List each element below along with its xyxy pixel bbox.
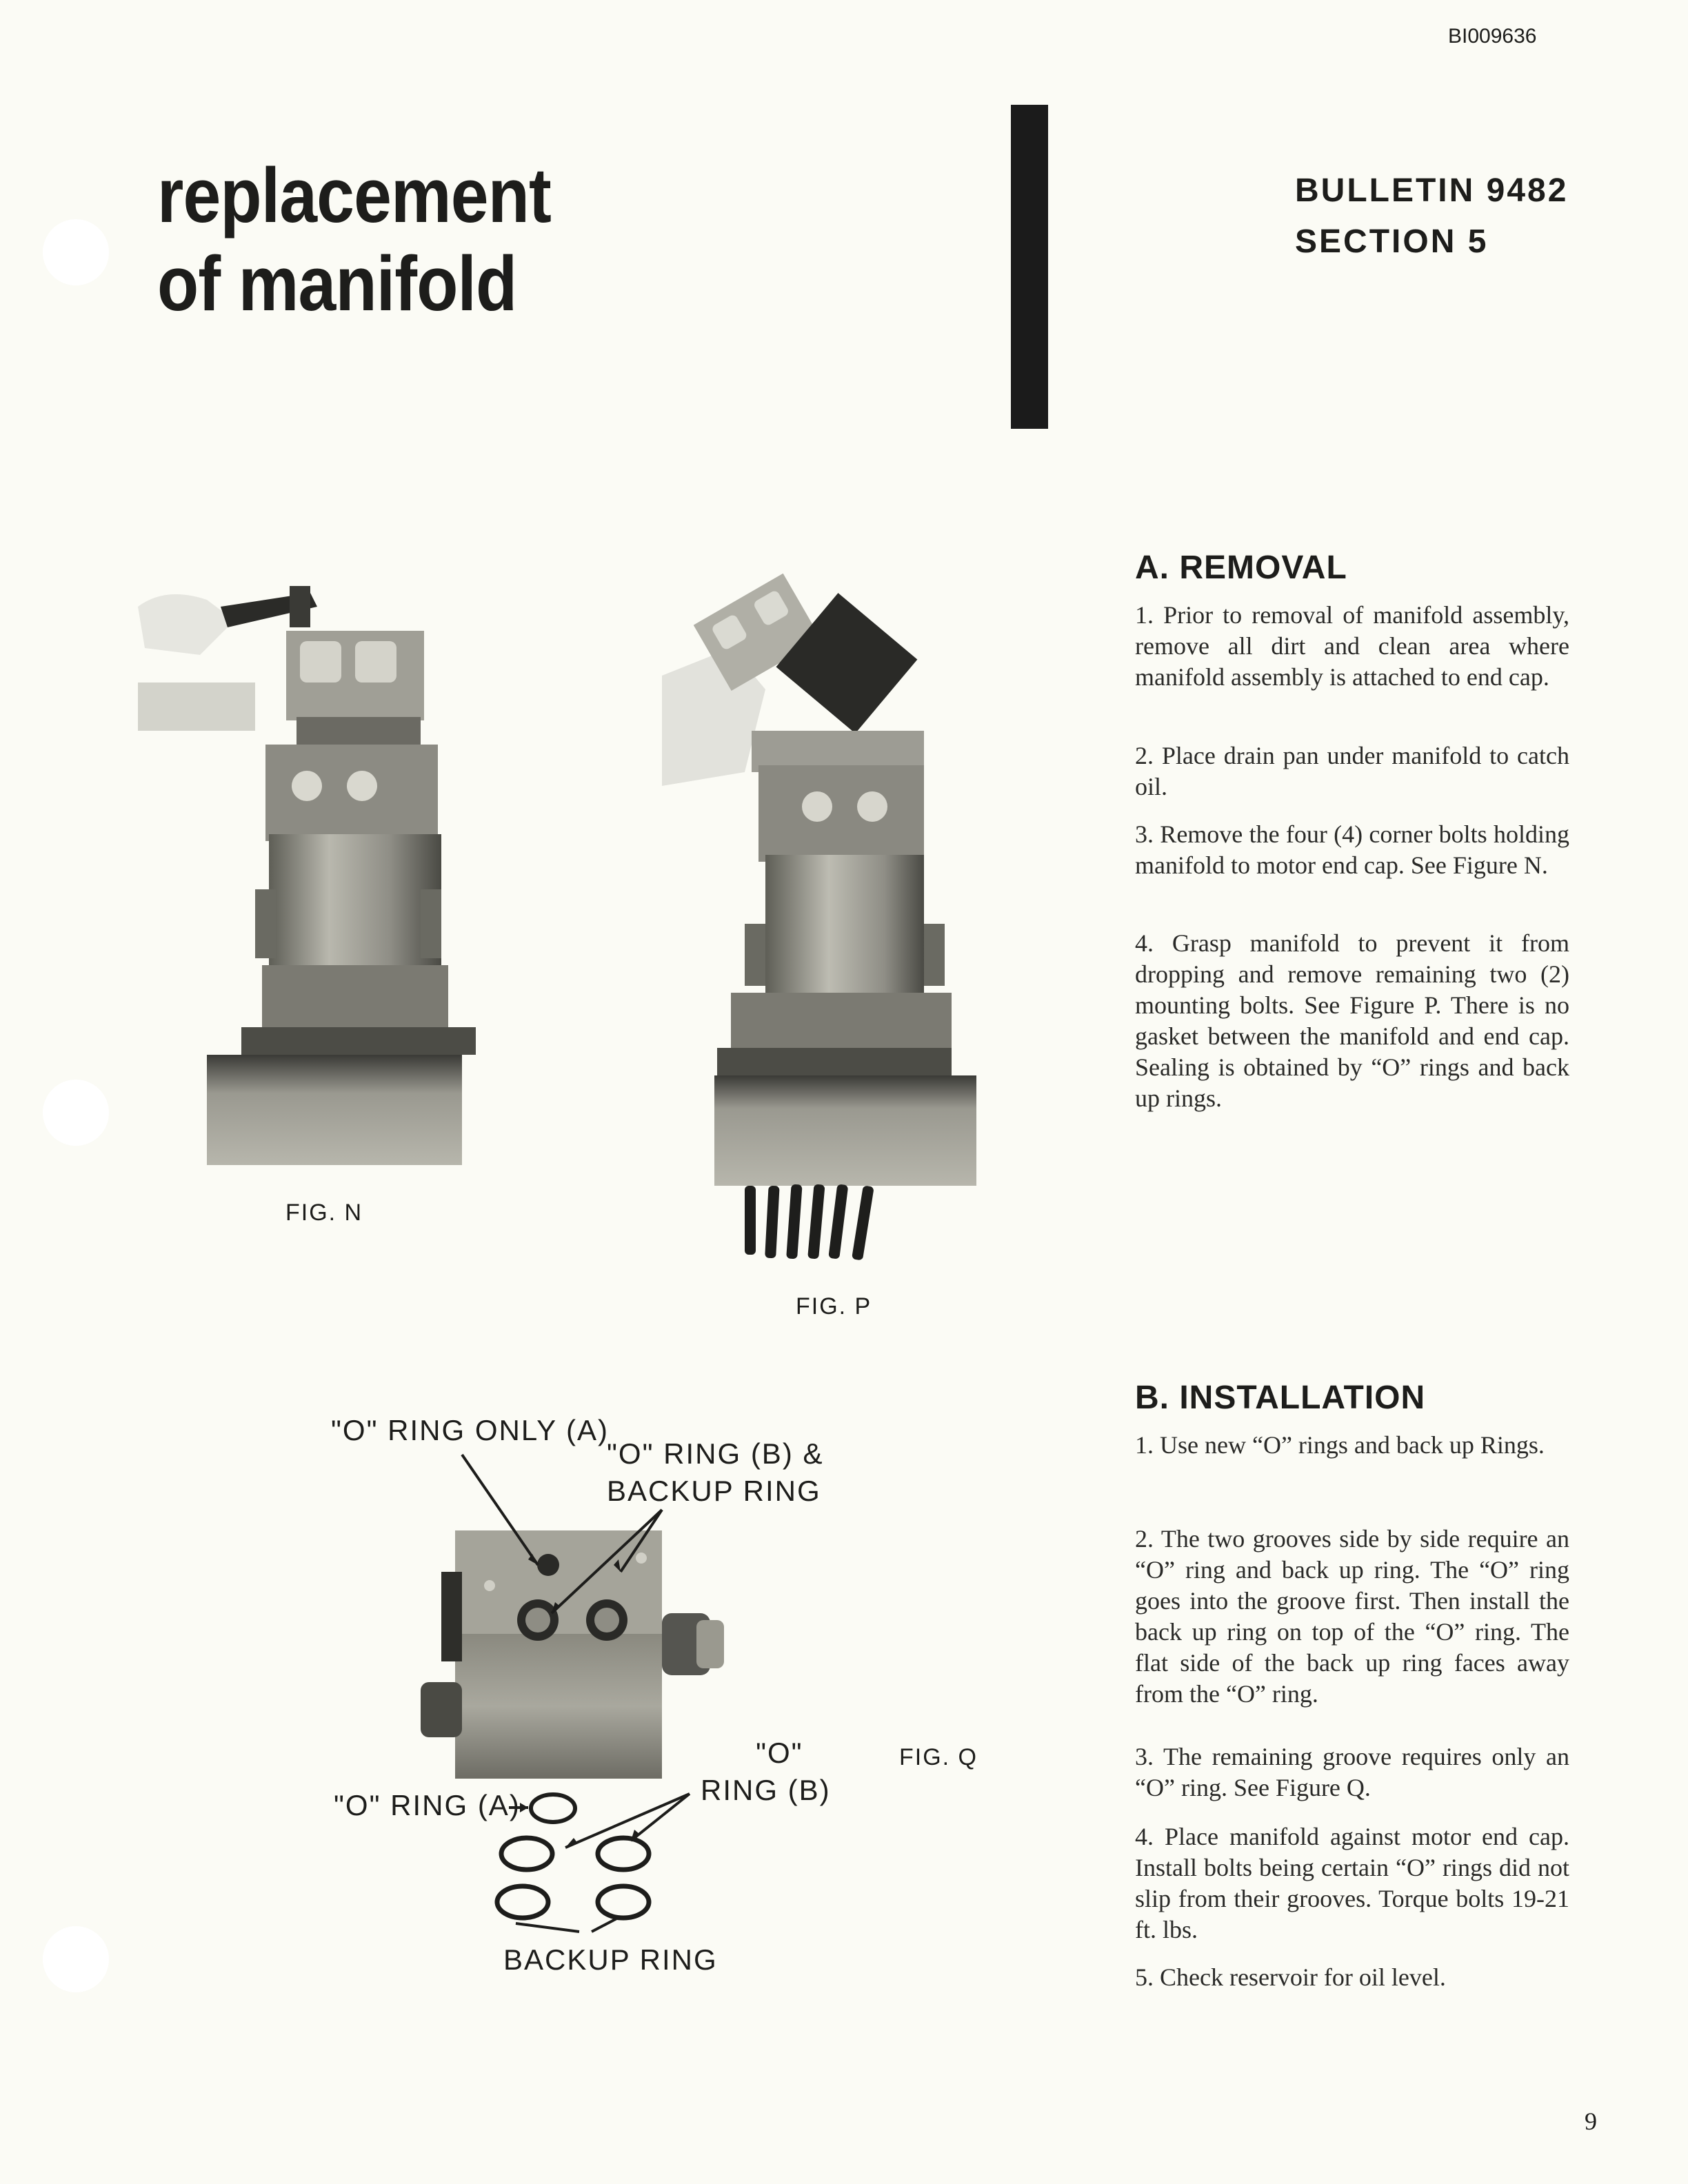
fig-p-caption: FIG. P <box>796 1293 872 1320</box>
bulletin-number: BULLETIN 9482 <box>1295 172 1569 209</box>
section-number: SECTION 5 <box>1295 223 1489 260</box>
callout-o-ring-b-backup <box>607 1435 824 1510</box>
installation-step-2: 2. The two grooves side by side require an “O” ring and back up ring. The “O” ring goes into the groove first. Then install the back up ring on top of the “O” ring. The flat side of the back up ring faces away from the “O” ring. <box>1135 1525 1569 1708</box>
installation-step-3: 3. The remaining groove requires only an “O” ring. See Figure Q. <box>1135 1743 1569 1801</box>
callout-line: "O" <box>756 1737 803 1769</box>
callout-o-ring-only: "O" RING ONLY (A) <box>331 1414 609 1446</box>
title-line-2: of manifold <box>157 241 517 327</box>
callout-line: "O" RING (B) & <box>607 1437 824 1470</box>
page-number: 9 <box>1585 2107 1597 2135</box>
callout-o-ring-b <box>701 1735 831 1809</box>
fig-q-caption: FIG. Q <box>899 1744 978 1770</box>
removal-heading: A. REMOVAL <box>1135 549 1347 586</box>
removal-step-4: 4. Grasp manifold to prevent it from dropping and remove remaining two (2) mounting bolts. See Figure P. There is no gasket between the manifold and end cap. Sealing is obtained by “O” rings and back up rings. <box>1135 929 1569 1112</box>
removal-step-3: 3. Remove the four (4) corner bolts holding manifold to motor end cap. See Figure N. <box>1135 820 1569 879</box>
callout-backup-ring: BACKUP RING <box>503 1943 718 1976</box>
installation-step-5: 5. Check reservoir for oil level. <box>1135 1963 1446 1991</box>
callout-o-ring-a: "O" RING (A) <box>334 1789 521 1821</box>
title-line-1: replacement <box>157 152 551 239</box>
callout-line: RING (B) <box>701 1774 831 1806</box>
removal-step-2: 2. Place drain pan under manifold to catch oil. <box>1135 742 1569 800</box>
fig-n-caption: FIG. N <box>285 1200 363 1226</box>
installation-step-1: 1. Use new “O” rings and back up Rings. <box>1135 1431 1545 1459</box>
installation-step-4: 4. Place manifold against motor end cap. Install bolts being certain “O” rings did not slip from their grooves. Torque bolts 19-21 ft. lbs. <box>1135 1823 1569 1943</box>
callout-line: BACKUP RING <box>607 1475 821 1507</box>
installation-heading: B. INSTALLATION <box>1135 1379 1426 1416</box>
removal-step-1: 1. Prior to removal of manifold assembly, remove all dirt and clean area where manifold assembly is attached to end cap. <box>1135 601 1569 691</box>
document-id: BI009636 <box>1448 25 1537 48</box>
